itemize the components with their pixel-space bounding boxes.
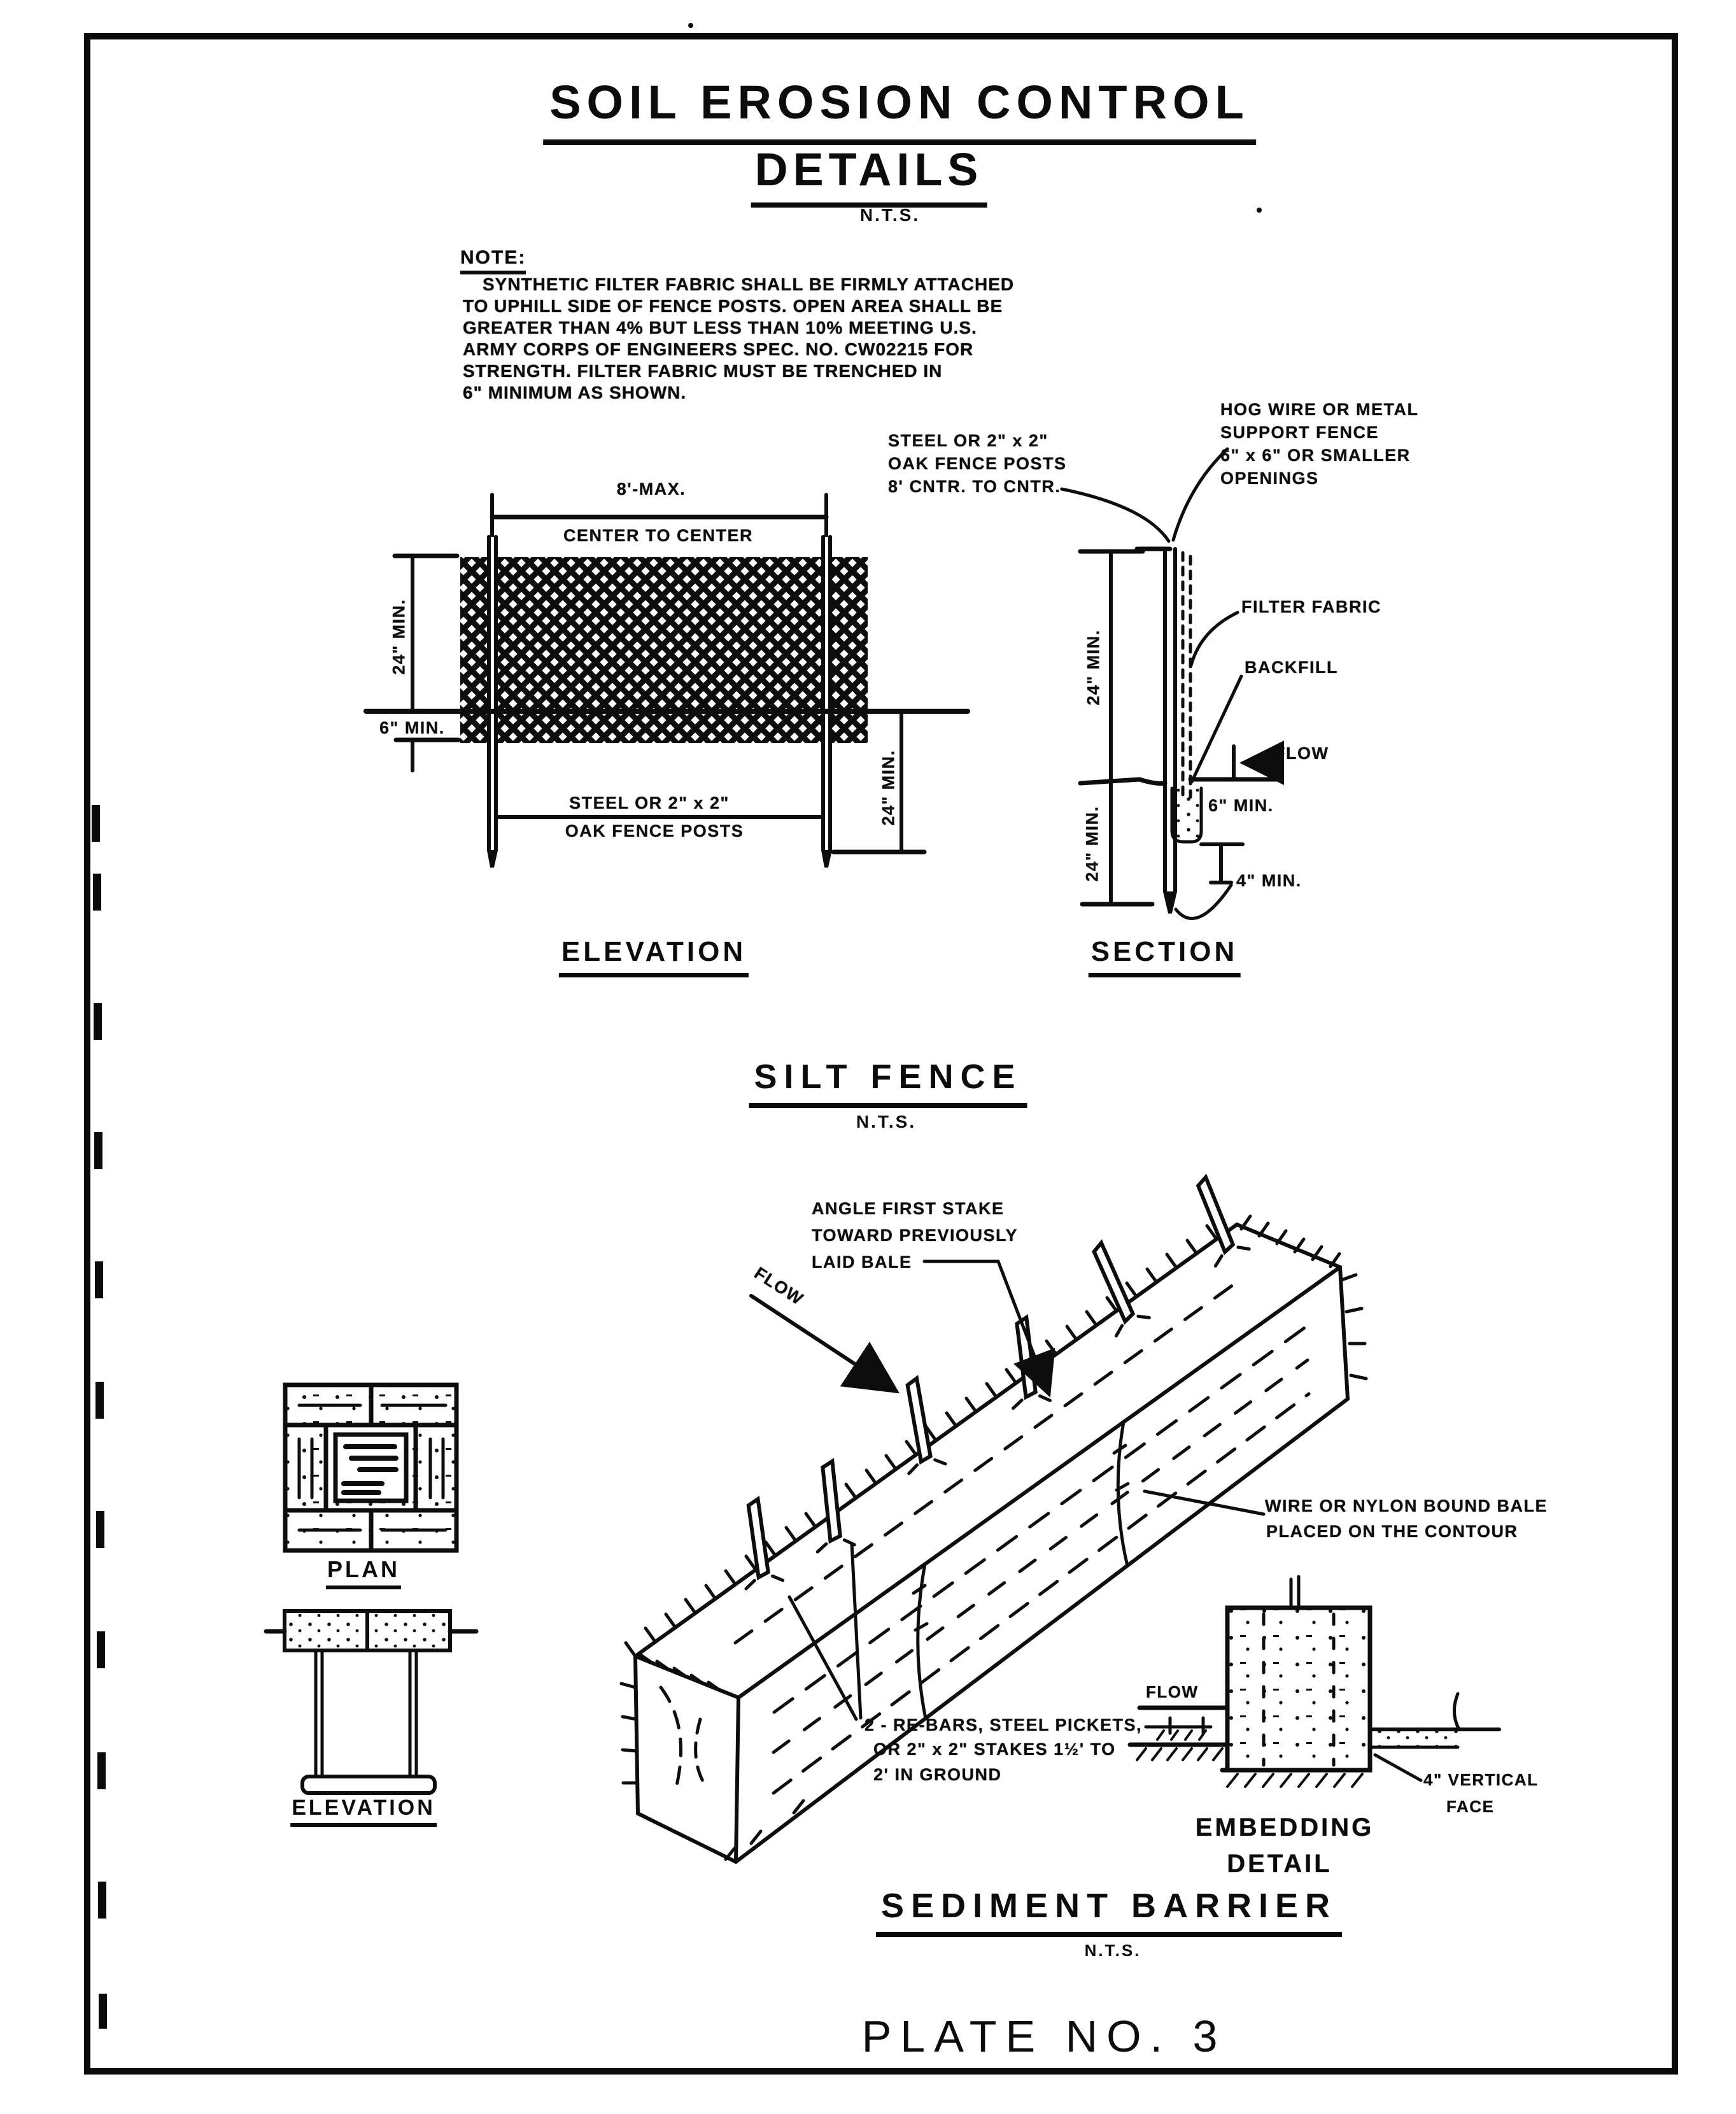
post-label-line2: OAK FENCE POSTS (565, 821, 744, 841)
section-support-label: SUPPORT FENCE (1220, 423, 1380, 442)
sheet-scale: N.T.S. (859, 205, 921, 225)
filter-fabric-label: FILTER FABRIC (1241, 597, 1381, 616)
dim-24in-below: 24" MIN. (1082, 805, 1102, 882)
sheet-title: SOIL EROSION CONTROL (543, 75, 1256, 145)
embedding-title-line1: EMBEDDING (1195, 1813, 1374, 1841)
rebar-note-line: 2 - RE-BARS, STEEL PICKETS, (864, 1715, 1143, 1734)
note-line: TO UPHILL SIDE OF FENCE POSTS. OPEN AREA SHALL BE (463, 296, 1003, 316)
sediment-barrier-scale: N.T.S. (1084, 1941, 1141, 1960)
section-post-label: OAK FENCE POSTS (888, 454, 1067, 473)
embedding-detail-drawing (1130, 1577, 1499, 1787)
sediment-barrier-title: SEDIMENT BARRIER (876, 1886, 1342, 1937)
plan-caption: PLAN (326, 1556, 401, 1589)
backfill-label: BACKFILL (1245, 658, 1338, 677)
plate-number: PLATE NO. 3 (861, 2011, 1227, 2061)
flow-label-embedding: FLOW (1146, 1682, 1199, 1701)
dim-6in-section: 6" MIN. (1208, 796, 1274, 815)
note-line: SYNTHETIC FILTER FABRIC SHALL BE FIRMLY ATTACHED (483, 274, 1015, 294)
stake-note-line: TOWARD PREVIOUSLY (812, 1226, 1019, 1245)
bale-note-line: PLACED ON THE CONTOUR (1266, 1522, 1518, 1541)
dim-24in-right: 24" MIN. (879, 749, 898, 826)
dim-center-to-center: CENTER TO CENTER (563, 526, 754, 545)
sediment-barrier-plan-drawing (285, 1385, 456, 1550)
note-line: GREATER THAN 4% BUT LESS THAN 10% MEETING U.S. (463, 318, 977, 337)
section-support-label: 6" x 6" OR SMALLER (1220, 446, 1411, 465)
sediment-barrier-elevation-drawing (266, 1611, 476, 1793)
silt-fence-scale: N.T.S. (856, 1112, 917, 1131)
note-line: STRENGTH. FILTER FABRIC MUST BE TRENCHED IN (463, 361, 943, 381)
note-line: 6" MINIMUM AS SHOWN. (463, 383, 687, 402)
dim-8ft-max: 8'-MAX. (616, 479, 686, 499)
dim-4in-embed: 4" MIN. (1236, 871, 1302, 890)
note-heading: NOTE: (460, 247, 526, 274)
embedding-title-line2: DETAIL (1227, 1850, 1332, 1878)
flow-label-section: FLOW (1274, 744, 1329, 763)
dim-24in-left: 24" MIN. (389, 599, 409, 675)
vertical-face-line1: 4" VERTICAL (1423, 1770, 1539, 1789)
note-line: ARMY CORPS OF ENGINEERS SPEC. NO. CW02215 FOR (463, 339, 974, 359)
stake-note-line: ANGLE FIRST STAKE (812, 1199, 1005, 1218)
section-view-title: SECTION (1089, 936, 1241, 977)
dim-24in-above: 24" MIN. (1083, 629, 1103, 706)
rebar-note-line: OR 2" x 2" STAKES 1½' TO (873, 1740, 1116, 1759)
section-support-label: OPENINGS (1220, 469, 1319, 488)
section-post-label: STEEL OR 2" x 2" (888, 431, 1048, 450)
section-support-label: HOG WIRE OR METAL (1220, 400, 1419, 419)
sheet-subtitle: DETAILS (751, 144, 987, 208)
dim-6in-trench: 6" MIN. (379, 718, 445, 737)
elevation-view-title: ELEVATION (559, 936, 749, 977)
post-label-line1: STEEL OR 2" x 2" (569, 793, 730, 812)
small-elevation-caption: ELEVATION (290, 1796, 437, 1827)
section-post-label: 8' CNTR. TO CNTR. (888, 477, 1061, 496)
rebar-note-line: 2' IN GROUND (873, 1765, 1002, 1784)
flow-label-isometric: FLOW (751, 1263, 807, 1309)
stake-note-line: LAID BALE (812, 1252, 912, 1272)
vertical-face-line2: FACE (1446, 1797, 1495, 1816)
silt-fence-title: SILT FENCE (749, 1057, 1027, 1108)
bale-note-line: WIRE OR NYLON BOUND BALE (1265, 1496, 1548, 1515)
